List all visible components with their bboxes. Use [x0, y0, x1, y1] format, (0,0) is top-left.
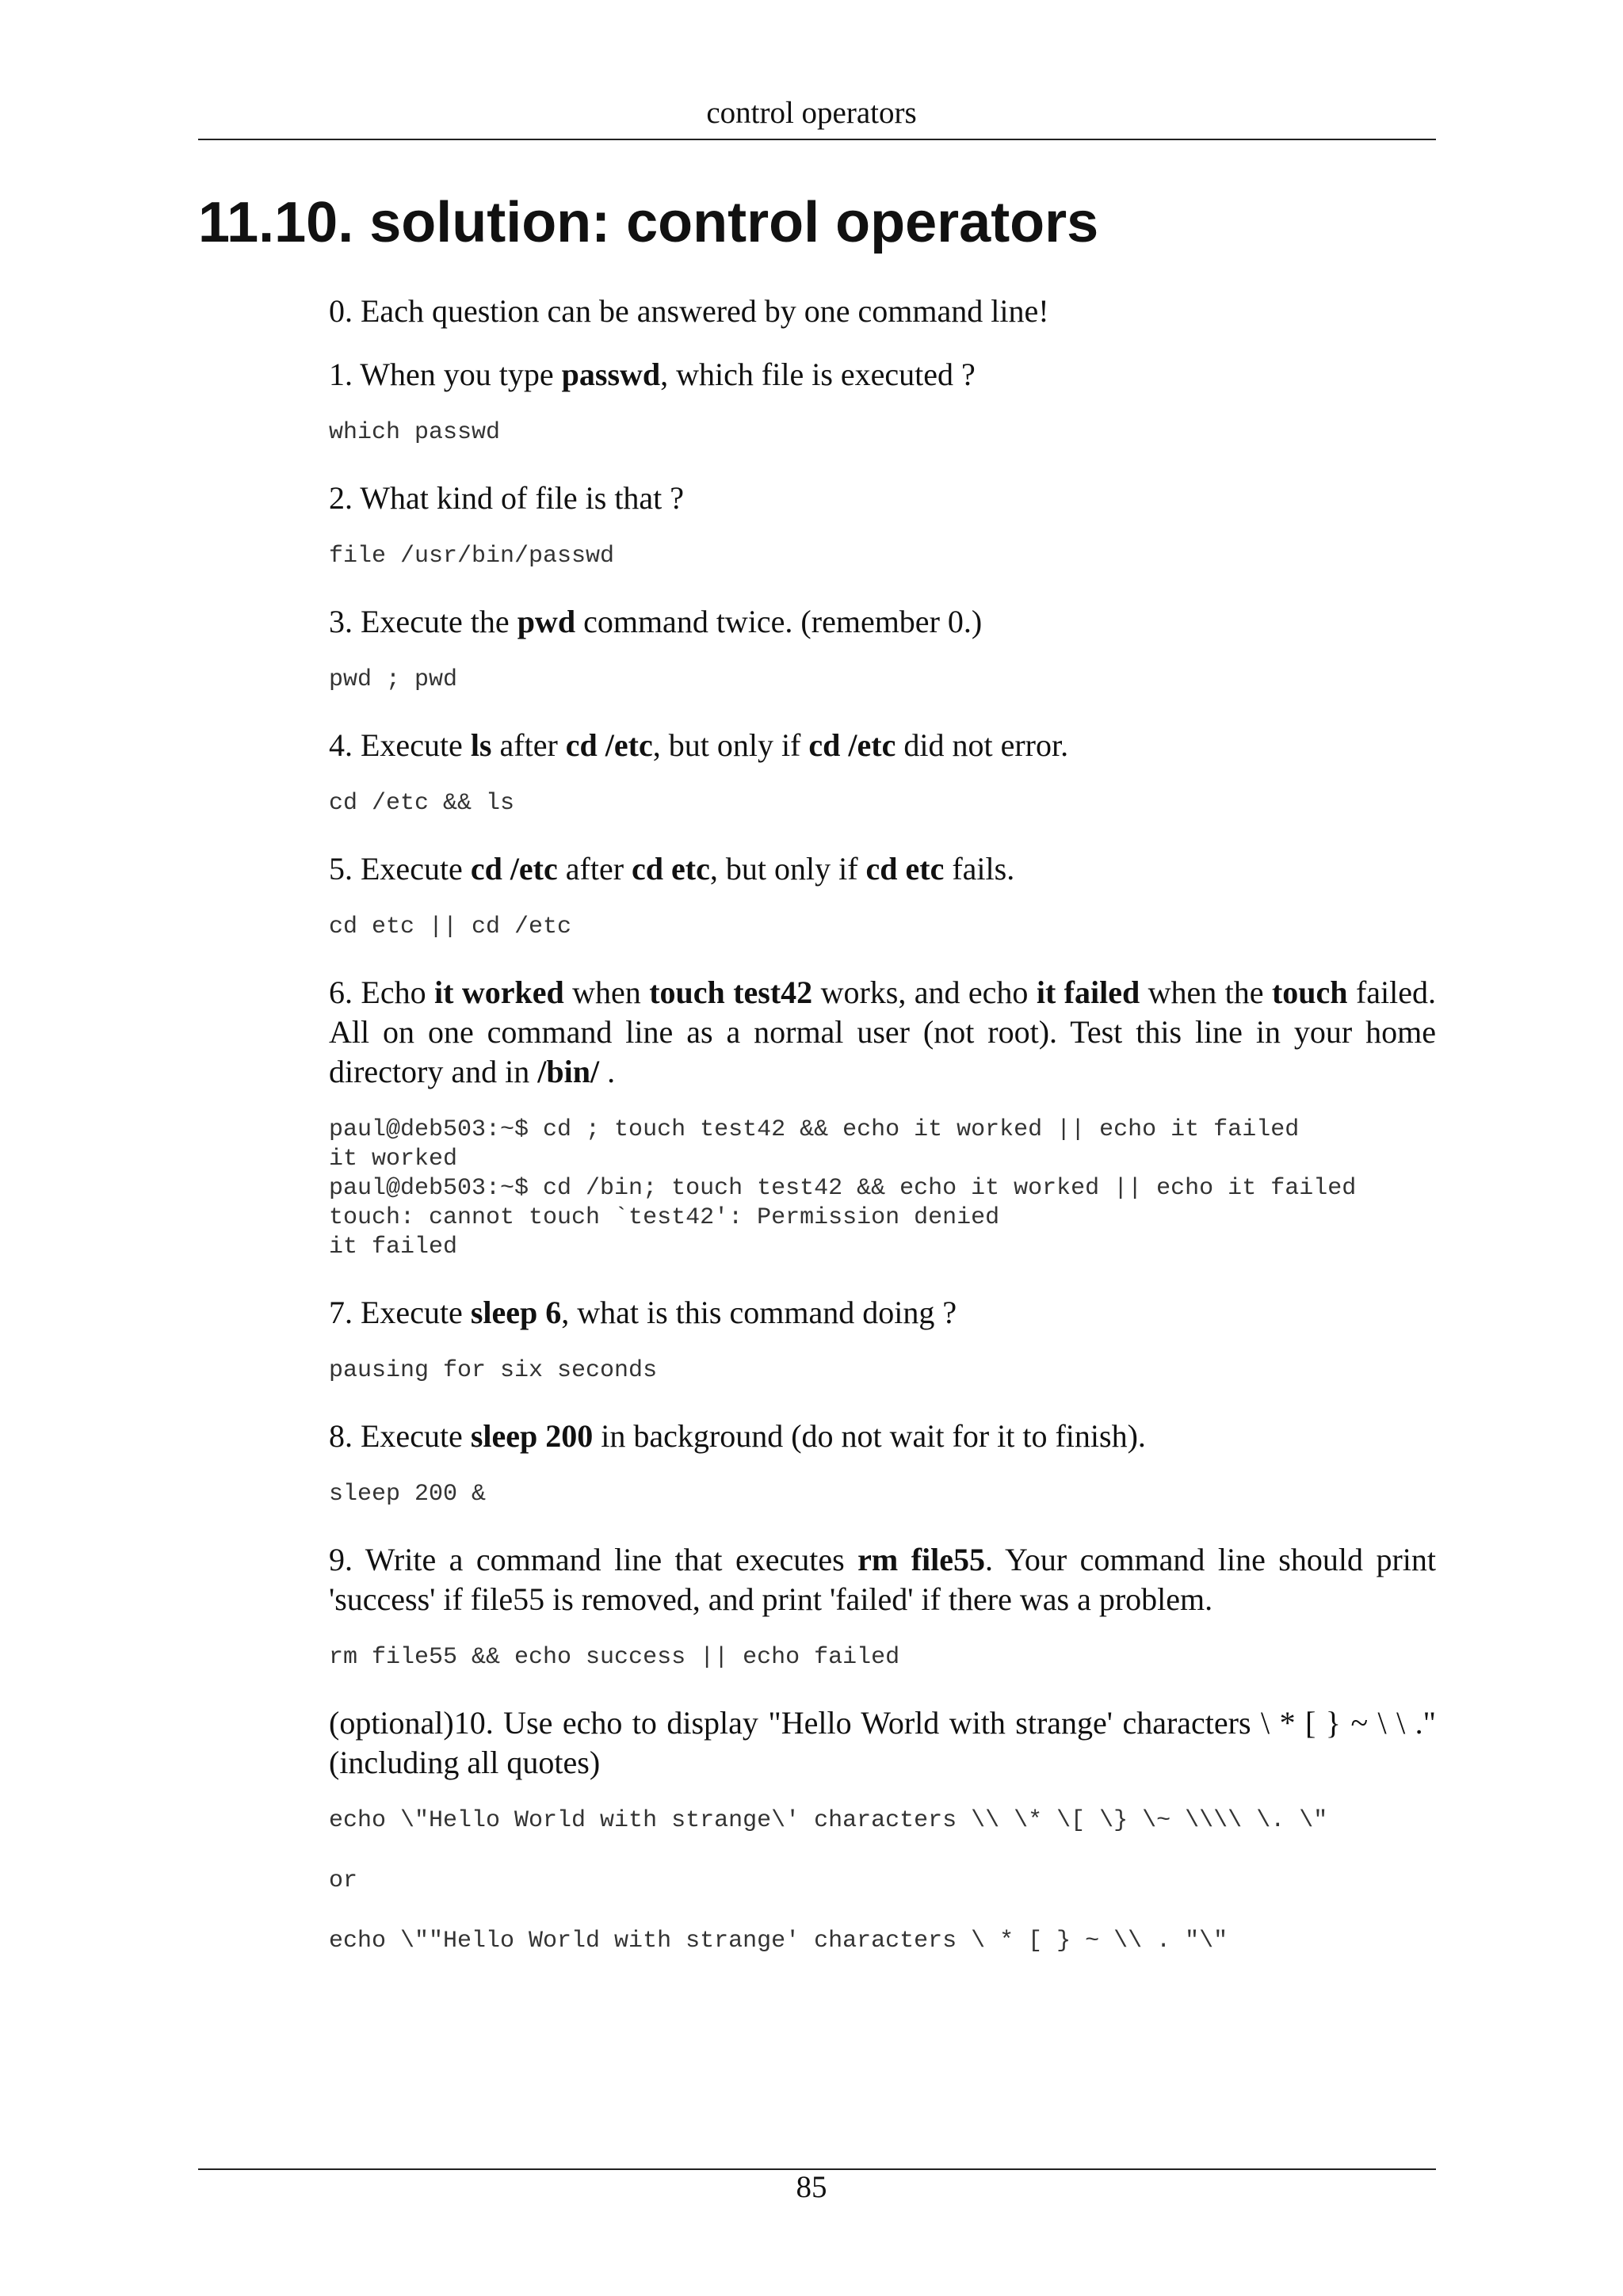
code-block: rm file55 && echo success || echo failed: [329, 1644, 900, 1671]
text-run: , what is this command doing ?: [561, 1295, 957, 1330]
bold-term: touch test42: [649, 974, 813, 1010]
text-run: 9. Write a command line that executes: [329, 1542, 858, 1577]
text-run: 7. Execute: [329, 1295, 471, 1330]
text-run: , but only if: [709, 851, 866, 887]
question-paragraph: [329, 726, 1436, 765]
code-block: echo \""Hello World with strange' characters \ * [ } ~ \\ . "\": [329, 1928, 1228, 1955]
text-run: (optional)10. Use echo to display "Hello World with strange' characters \ * [ } ~ \ \ ." (including all quotes): [329, 1705, 1436, 1780]
text-run: 1. When you type: [329, 357, 562, 392]
text-run: , but only if: [652, 727, 809, 763]
code-block: file /usr/bin/passwd: [329, 543, 615, 570]
text-run: . Your command line should print 'success' if file55 is removed, and print 'failed' if there was a problem.: [329, 1542, 1436, 1617]
bold-term: ls: [470, 727, 492, 763]
text-run: 8. Execute: [329, 1418, 471, 1454]
bold-term: cd etc: [632, 851, 710, 887]
text-run: 3. Execute the: [329, 604, 517, 639]
code-block: pausing for six seconds: [329, 1357, 658, 1384]
page-number: 85: [796, 2170, 827, 2204]
question-paragraph: [329, 1540, 1436, 1619]
bold-term: touch: [1271, 974, 1348, 1010]
question-paragraph: [329, 292, 1436, 331]
text-run: .: [599, 1054, 616, 1089]
exercise-solutions: [329, 292, 1436, 1987]
bold-term: it failed: [1036, 974, 1140, 1010]
question-paragraph: [329, 849, 1436, 889]
text-run: failed. All on one command line as a normal user (not root). Test this line in your home directory and in: [329, 974, 1436, 1089]
text-run: 2. What kind of file is that ?: [329, 480, 685, 516]
question-paragraph: [329, 1417, 1436, 1456]
text-run: when the: [1140, 974, 1272, 1010]
code-block: cd /etc && ls: [329, 790, 515, 817]
question-paragraph: [329, 973, 1436, 1092]
code-block: paul@deb503:~$ cd ; touch test42 && echo it worked || echo it failed it worked paul@deb503:~$ cd /bin; touch test42 && echo it worked || echo it failed touch: cannot touch `test42': Permission denied it failed: [329, 1116, 1357, 1261]
running-header: control operators: [706, 96, 917, 130]
bold-term: sleep 6: [470, 1295, 562, 1330]
bold-term: cd /etc: [565, 727, 653, 763]
text-run: 5. Execute: [329, 851, 471, 887]
text-run: 6. Echo: [329, 974, 435, 1010]
bold-term: cd etc: [865, 851, 945, 887]
text-run: after: [491, 727, 566, 763]
bold-term: rm file55: [857, 1542, 985, 1577]
code-block: sleep 200 &: [329, 1481, 487, 1508]
code-block: or: [329, 1867, 358, 1894]
bold-term: cd /etc: [808, 727, 896, 763]
bold-term: it worked: [434, 974, 564, 1010]
text-run: 4. Execute: [329, 727, 471, 763]
section-title: 11.10. solution: control operators: [198, 191, 1099, 254]
question-paragraph: [329, 1703, 1436, 1783]
text-run: in background (do not wait for it to finish).: [593, 1418, 1146, 1454]
text-run: when: [563, 974, 650, 1010]
header-rule: [198, 139, 1436, 140]
code-block: echo \"Hello World with strange\' characters \\ \* \[ \} \~ \\\\ \. \": [329, 1807, 1328, 1834]
question-paragraph: [329, 1293, 1436, 1333]
code-block: cd etc || cd /etc: [329, 913, 572, 940]
bold-term: cd /etc: [470, 851, 558, 887]
question-paragraph: [329, 479, 1436, 518]
question-paragraph: [329, 602, 1436, 642]
bold-term: passwd: [561, 357, 661, 392]
text-run: did not error.: [896, 727, 1069, 763]
bold-term: sleep 200: [470, 1418, 594, 1454]
code-block: pwd ; pwd: [329, 666, 458, 693]
bold-term: /bin/: [537, 1054, 600, 1089]
text-run: fails.: [944, 851, 1015, 887]
bold-term: pwd: [517, 604, 576, 639]
text-run: command twice. (remember 0.): [575, 604, 983, 639]
question-paragraph: [329, 355, 1436, 395]
text-run: 0. Each question can be answered by one command line!: [329, 293, 1049, 329]
text-run: , which file is executed ?: [660, 357, 976, 392]
text-run: works, and echo: [812, 974, 1037, 1010]
code-block: which passwd: [329, 419, 501, 446]
text-run: after: [557, 851, 632, 887]
